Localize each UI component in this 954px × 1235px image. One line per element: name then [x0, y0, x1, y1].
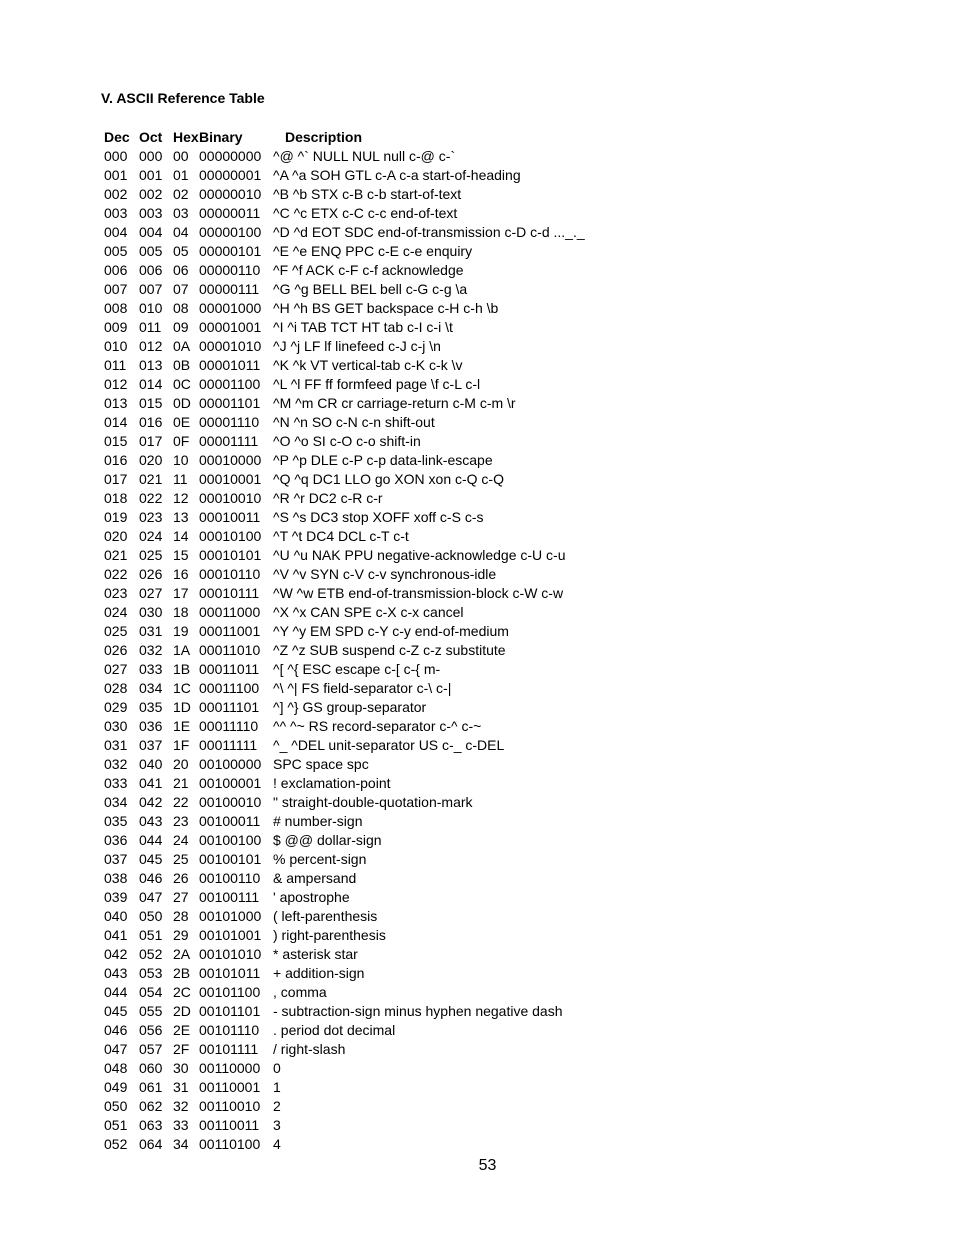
cell-description: ^A ^a SOH GTL c-A c-a start-of-heading — [273, 167, 521, 183]
cell-hex: 33 — [173, 1117, 189, 1133]
cell-hex: 20 — [173, 756, 189, 772]
cell-oct: 002 — [139, 186, 163, 202]
cell-oct: 012 — [139, 338, 163, 354]
cell-dec: 035 — [104, 813, 128, 829]
cell-hex: 2E — [173, 1022, 191, 1038]
cell-dec: 048 — [104, 1060, 128, 1076]
cell-dec: 015 — [104, 433, 128, 449]
cell-description: 1 — [273, 1079, 281, 1095]
cell-binary: 00011110 — [199, 718, 259, 734]
cell-description: ! exclamation-point — [273, 775, 391, 791]
cell-binary: 00101111 — [199, 1041, 259, 1057]
cell-oct: 040 — [139, 756, 163, 772]
cell-hex: 29 — [173, 927, 189, 943]
cell-oct: 060 — [139, 1060, 163, 1076]
cell-oct: 043 — [139, 813, 163, 829]
cell-dec: 031 — [104, 737, 128, 753]
cell-dec: 049 — [104, 1079, 128, 1095]
cell-oct: 000 — [139, 148, 163, 164]
cell-description: ^Y ^y EM SPD c-Y c-y end-of-medium — [273, 623, 509, 639]
cell-hex: 12 — [173, 490, 189, 506]
cell-hex: 02 — [173, 186, 189, 202]
cell-oct: 021 — [139, 471, 163, 487]
cell-dec: 008 — [104, 300, 128, 316]
cell-description: / right-slash — [273, 1041, 346, 1057]
cell-hex: 04 — [173, 224, 189, 240]
cell-description: ^] ^} GS group-separator — [273, 699, 427, 715]
cell-oct: 062 — [139, 1098, 163, 1114]
cell-dec: 047 — [104, 1041, 128, 1057]
cell-description: % percent-sign — [273, 851, 367, 867]
cell-binary: 00101101 — [199, 1003, 261, 1019]
cell-description: ^Z ^z SUB suspend c-Z c-z substitute — [273, 642, 506, 658]
cell-binary: 00100011 — [199, 813, 261, 829]
cell-binary: 00110000 — [199, 1060, 261, 1076]
cell-hex: 0E — [173, 414, 191, 430]
cell-binary: 00100010 — [199, 794, 262, 810]
cell-binary: 00101010 — [199, 946, 262, 962]
cell-hex: 07 — [173, 281, 189, 297]
cell-oct: 052 — [139, 946, 163, 962]
cell-binary: 00000101 — [199, 243, 262, 259]
cell-binary: 00101110 — [199, 1022, 260, 1038]
cell-hex: 17 — [173, 585, 189, 601]
cell-oct: 053 — [139, 965, 163, 981]
cell-oct: 024 — [139, 528, 163, 544]
cell-oct: 041 — [139, 775, 163, 791]
cell-oct: 063 — [139, 1117, 163, 1133]
cell-hex: 1B — [173, 661, 191, 677]
cell-binary: 00100111 — [199, 889, 260, 905]
header-hex: Hex — [173, 129, 199, 145]
cell-binary: 00110100 — [199, 1136, 261, 1152]
cell-description: 0 — [273, 1060, 281, 1076]
cell-dec: 034 — [104, 794, 128, 810]
cell-dec: 003 — [104, 205, 128, 221]
cell-description: * asterisk star — [273, 946, 358, 962]
cell-hex: 34 — [173, 1136, 189, 1152]
cell-binary: 00011010 — [199, 642, 261, 658]
cell-oct: 045 — [139, 851, 163, 867]
cell-description: ^@ ^` NULL NUL null c-@ c-` — [273, 148, 456, 164]
cell-oct: 050 — [139, 908, 163, 924]
cell-description: ^L ^l FF ff formfeed page \f c-L c-l — [273, 376, 481, 392]
cell-hex: 22 — [173, 794, 189, 810]
cell-binary: 00001010 — [199, 338, 262, 354]
header-oct: Oct — [139, 129, 163, 145]
cell-oct: 014 — [139, 376, 163, 392]
cell-oct: 017 — [139, 433, 163, 449]
cell-description: ^O ^o SI c-O c-o shift-in — [273, 433, 421, 449]
cell-binary: 00100000 — [199, 756, 262, 772]
cell-hex: 2C — [173, 984, 191, 1000]
cell-hex: 14 — [173, 528, 189, 544]
cell-dec: 007 — [104, 281, 128, 297]
cell-dec: 017 — [104, 471, 128, 487]
cell-binary: 00001011 — [199, 357, 261, 373]
cell-oct: 006 — [139, 262, 163, 278]
cell-oct: 022 — [139, 490, 163, 506]
cell-dec: 045 — [104, 1003, 128, 1019]
cell-oct: 001 — [139, 167, 163, 183]
cell-binary: 00011100 — [199, 680, 260, 696]
cell-binary: 00001100 — [199, 376, 261, 392]
cell-description: $ @@ dollar-sign — [273, 832, 382, 848]
cell-dec: 032 — [104, 756, 128, 772]
cell-dec: 037 — [104, 851, 128, 867]
cell-hex: 24 — [173, 832, 189, 848]
cell-hex: 2B — [173, 965, 191, 981]
cell-binary: 00000111 — [199, 281, 260, 297]
cell-oct: 033 — [139, 661, 163, 677]
cell-description: ^I ^i TAB TCT HT tab c-I c-i \t — [273, 319, 453, 335]
cell-binary: 00101100 — [199, 984, 261, 1000]
header-description: Description — [285, 129, 363, 145]
cell-oct: 051 — [139, 927, 163, 943]
cell-binary: 00110001 — [199, 1079, 261, 1095]
cell-binary: 00001101 — [199, 395, 261, 411]
cell-description: ^Q ^q DC1 LLO go XON xon c-Q c-Q — [273, 471, 504, 487]
cell-description: ^P ^p DLE c-P c-p data-link-escape — [273, 452, 493, 468]
cell-dec: 033 — [104, 775, 128, 791]
cell-oct: 047 — [139, 889, 163, 905]
cell-oct: 007 — [139, 281, 163, 297]
cell-description: , comma — [273, 984, 327, 1000]
cell-oct: 042 — [139, 794, 163, 810]
cell-description: 3 — [273, 1117, 281, 1133]
cell-description: ^J ^j LF lf linefeed c-J c-j \n — [273, 338, 441, 354]
page-title: V. ASCII Reference Table — [101, 90, 265, 106]
cell-dec: 018 — [104, 490, 128, 506]
cell-hex: 00 — [173, 148, 189, 164]
cell-binary: 00001001 — [199, 319, 262, 335]
cell-hex: 0A — [173, 338, 191, 354]
cell-binary: 00011111 — [199, 737, 258, 753]
cell-dec: 026 — [104, 642, 128, 658]
cell-dec: 040 — [104, 908, 128, 924]
cell-description: ^\ ^| FS field-separator c-\ c-| — [273, 680, 452, 696]
cell-hex: 1E — [173, 718, 191, 734]
cell-hex: 2D — [173, 1003, 191, 1019]
cell-binary: 00000110 — [199, 262, 261, 278]
cell-dec: 042 — [104, 946, 128, 962]
cell-hex: 1D — [173, 699, 191, 715]
cell-dec: 030 — [104, 718, 128, 734]
cell-dec: 041 — [104, 927, 128, 943]
cell-binary: 00010101 — [199, 547, 262, 563]
cell-hex: 1F — [173, 737, 190, 753]
cell-oct: 030 — [139, 604, 163, 620]
cell-oct: 055 — [139, 1003, 163, 1019]
cell-binary: 00100001 — [199, 775, 262, 791]
cell-binary: 00000010 — [199, 186, 262, 202]
cell-binary: 00010010 — [199, 490, 262, 506]
cell-binary: 00101001 — [199, 927, 262, 943]
cell-description: ) right-parenthesis — [273, 927, 386, 943]
cell-oct: 032 — [139, 642, 163, 658]
cell-oct: 004 — [139, 224, 163, 240]
cell-oct: 023 — [139, 509, 163, 525]
cell-description: - subtraction-sign minus hyphen negative dash — [273, 1003, 563, 1019]
cell-description: + addition-sign — [273, 965, 365, 981]
cell-hex: 13 — [173, 509, 189, 525]
cell-oct: 016 — [139, 414, 163, 430]
cell-oct: 027 — [139, 585, 163, 601]
cell-oct: 005 — [139, 243, 163, 259]
header-dec: Dec — [104, 129, 130, 145]
cell-oct: 064 — [139, 1136, 163, 1152]
cell-description: & ampersand — [273, 870, 357, 886]
cell-description: ^H ^h BS GET backspace c-H c-h \b — [273, 300, 499, 316]
cell-description: " straight-double-quotation-mark — [273, 794, 473, 810]
cell-binary: 00010111 — [199, 585, 260, 601]
cell-dec: 027 — [104, 661, 128, 677]
cell-description: ^_ ^DEL unit-separator US c-_ c-DEL — [273, 737, 505, 753]
cell-hex: 15 — [173, 547, 189, 563]
cell-hex: 25 — [173, 851, 189, 867]
cell-hex: 2A — [173, 946, 191, 962]
cell-binary: 00010011 — [199, 509, 261, 525]
cell-hex: 0B — [173, 357, 191, 373]
cell-dec: 025 — [104, 623, 128, 639]
cell-description: ^X ^x CAN SPE c-X c-x cancel — [273, 604, 464, 620]
cell-binary: 00011101 — [199, 699, 260, 715]
cell-description: . period dot decimal — [273, 1022, 396, 1038]
cell-description: ^[ ^{ ESC escape c-[ c-{ m- — [273, 661, 441, 677]
cell-hex: 03 — [173, 205, 189, 221]
page-number: 53 — [478, 1157, 497, 1174]
cell-description: ^^ ^~ RS record-separator c-^ c-~ — [273, 718, 482, 734]
cell-description: ^N ^n SO c-N c-n shift-out — [273, 414, 435, 430]
cell-dec: 043 — [104, 965, 128, 981]
header-binary: Binary — [199, 129, 243, 145]
cell-hex: 1C — [173, 680, 191, 696]
cell-hex: 26 — [173, 870, 189, 886]
cell-hex: 08 — [173, 300, 189, 316]
cell-dec: 044 — [104, 984, 128, 1000]
cell-dec: 005 — [104, 243, 128, 259]
cell-dec: 023 — [104, 585, 128, 601]
cell-description: ' apostrophe — [273, 889, 350, 905]
cell-hex: 09 — [173, 319, 189, 335]
cell-dec: 051 — [104, 1117, 128, 1133]
cell-hex: 30 — [173, 1060, 189, 1076]
cell-dec: 029 — [104, 699, 128, 715]
cell-oct: 026 — [139, 566, 163, 582]
cell-oct: 044 — [139, 832, 163, 848]
cell-binary: 00101011 — [199, 965, 261, 981]
cell-description: 4 — [273, 1136, 281, 1152]
cell-dec: 036 — [104, 832, 128, 848]
cell-dec: 039 — [104, 889, 128, 905]
cell-dec: 038 — [104, 870, 128, 886]
cell-hex: 10 — [173, 452, 189, 468]
cell-hex: 19 — [173, 623, 189, 639]
cell-dec: 006 — [104, 262, 128, 278]
cell-binary: 00100110 — [199, 870, 261, 886]
cell-oct: 031 — [139, 623, 163, 639]
cell-hex: 0D — [173, 395, 191, 411]
cell-binary: 00011000 — [199, 604, 261, 620]
cell-oct: 015 — [139, 395, 163, 411]
cell-oct: 061 — [139, 1079, 163, 1095]
cell-description: ^W ^w ETB end-of-transmission-block c-W c-w — [273, 585, 564, 601]
cell-description: ^E ^e ENQ PPC c-E c-e enquiry — [273, 243, 473, 259]
cell-hex: 27 — [173, 889, 189, 905]
cell-description: ^G ^g BELL BEL bell c-G c-g \a — [273, 281, 468, 297]
cell-hex: 11 — [173, 471, 188, 487]
cell-hex: 0C — [173, 376, 191, 392]
cell-description: ^V ^v SYN c-V c-v synchronous-idle — [273, 566, 497, 582]
cell-hex: 23 — [173, 813, 189, 829]
cell-oct: 013 — [139, 357, 163, 373]
cell-binary: 00000001 — [199, 167, 262, 183]
cell-binary: 00101000 — [199, 908, 262, 924]
cell-hex: 32 — [173, 1098, 189, 1114]
cell-description: ^D ^d EOT SDC end-of-transmission c-D c-d ..._._ — [273, 224, 585, 240]
cell-dec: 000 — [104, 148, 128, 164]
cell-binary: 00000100 — [199, 224, 262, 240]
cell-oct: 037 — [139, 737, 163, 753]
cell-binary: 00001110 — [199, 414, 260, 430]
cell-binary: 00010001 — [199, 471, 262, 487]
cell-oct: 057 — [139, 1041, 163, 1057]
cell-hex: 06 — [173, 262, 189, 278]
cell-hex: 18 — [173, 604, 189, 620]
cell-binary: 00011011 — [199, 661, 260, 677]
cell-oct: 056 — [139, 1022, 163, 1038]
cell-binary: 00010110 — [199, 566, 261, 582]
cell-binary: 00010100 — [199, 528, 262, 544]
cell-hex: 0F — [173, 433, 190, 449]
cell-binary: 00100100 — [199, 832, 262, 848]
cell-description: 2 — [273, 1098, 281, 1114]
cell-description: ^C ^c ETX c-C c-c end-of-text — [273, 205, 458, 221]
cell-dec: 020 — [104, 528, 128, 544]
cell-oct: 011 — [139, 319, 162, 335]
cell-hex: 2F — [173, 1041, 190, 1057]
cell-description: # number-sign — [273, 813, 363, 829]
cell-description: ^K ^k VT vertical-tab c-K c-k \v — [273, 357, 463, 373]
cell-dec: 012 — [104, 376, 128, 392]
cell-dec: 014 — [104, 414, 128, 430]
cell-hex: 16 — [173, 566, 189, 582]
cell-dec: 022 — [104, 566, 128, 582]
cell-dec: 009 — [104, 319, 128, 335]
cell-dec: 016 — [104, 452, 128, 468]
cell-description: ^R ^r DC2 c-R c-r — [273, 490, 383, 506]
cell-oct: 054 — [139, 984, 163, 1000]
cell-description: ^U ^u NAK PPU negative-acknowledge c-U c-u — [273, 547, 566, 563]
cell-dec: 001 — [104, 167, 128, 183]
cell-oct: 036 — [139, 718, 163, 734]
cell-description: ( left-parenthesis — [273, 908, 378, 924]
cell-dec: 028 — [104, 680, 128, 696]
cell-hex: 31 — [173, 1079, 189, 1095]
cell-binary: 00001111 — [199, 433, 259, 449]
cell-oct: 046 — [139, 870, 163, 886]
cell-dec: 013 — [104, 395, 128, 411]
cell-oct: 010 — [139, 300, 163, 316]
cell-dec: 002 — [104, 186, 128, 202]
cell-dec: 004 — [104, 224, 128, 240]
cell-oct: 034 — [139, 680, 163, 696]
cell-description: ^B ^b STX c-B c-b start-of-text — [273, 186, 462, 202]
cell-oct: 025 — [139, 547, 163, 563]
cell-description: ^S ^s DC3 stop XOFF xoff c-S c-s — [273, 509, 484, 525]
cell-oct: 020 — [139, 452, 163, 468]
cell-description: SPC space spc — [273, 756, 369, 772]
cell-binary: 00110011 — [199, 1117, 260, 1133]
cell-oct: 003 — [139, 205, 163, 221]
cell-binary: 00110010 — [199, 1098, 261, 1114]
cell-dec: 019 — [104, 509, 128, 525]
cell-dec: 050 — [104, 1098, 128, 1114]
cell-dec: 021 — [104, 547, 128, 563]
cell-binary: 00010000 — [199, 452, 262, 468]
cell-hex: 01 — [173, 167, 189, 183]
cell-binary: 00011001 — [199, 623, 261, 639]
cell-hex: 1A — [173, 642, 191, 658]
cell-hex: 05 — [173, 243, 189, 259]
cell-binary: 00100101 — [199, 851, 262, 867]
cell-dec: 011 — [104, 357, 127, 373]
cell-binary: 00000011 — [199, 205, 261, 221]
cell-description: ^T ^t DC4 DCL c-T c-t — [273, 528, 409, 544]
cell-dec: 024 — [104, 604, 128, 620]
cell-dec: 052 — [104, 1136, 128, 1152]
cell-description: ^F ^f ACK c-F c-f acknowledge — [273, 262, 464, 278]
cell-hex: 21 — [173, 775, 189, 791]
cell-dec: 046 — [104, 1022, 128, 1038]
cell-binary: 00000000 — [199, 148, 262, 164]
cell-dec: 010 — [104, 338, 128, 354]
cell-binary: 00001000 — [199, 300, 262, 316]
cell-hex: 28 — [173, 908, 189, 924]
cell-description: ^M ^m CR cr carriage-return c-M c-m \r — [273, 395, 516, 411]
cell-oct: 035 — [139, 699, 163, 715]
